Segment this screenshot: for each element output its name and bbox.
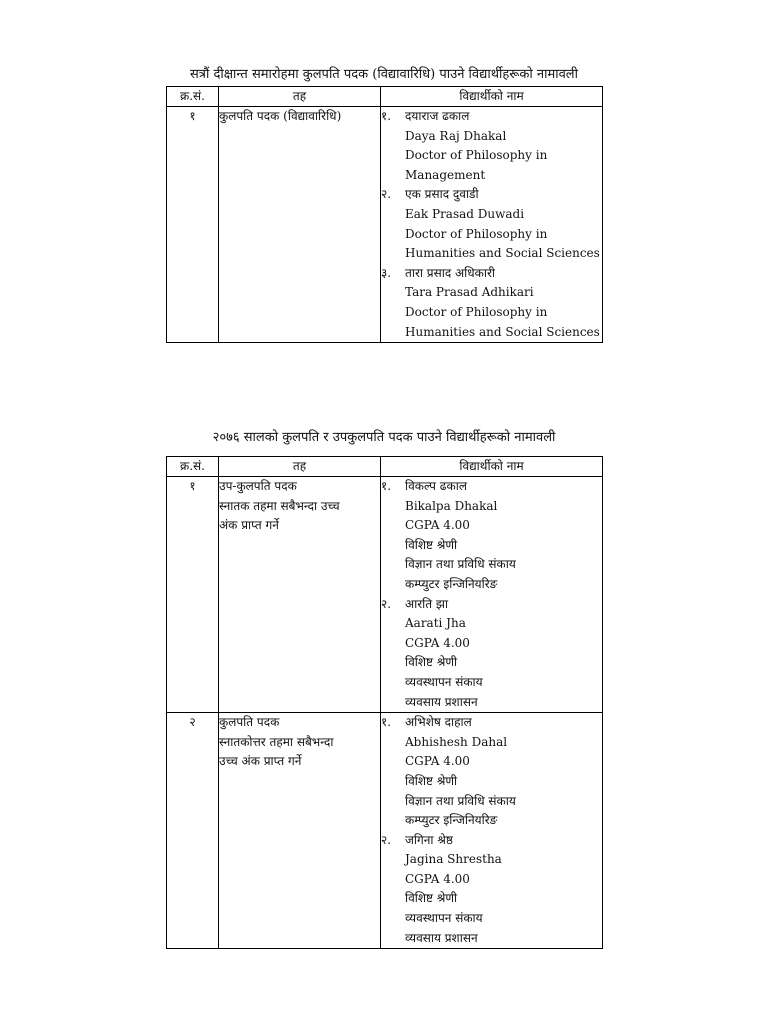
student-detail-line: कम्प्युटर इन्जिनियरिङ [405, 576, 498, 591]
student-detail-line: Humanities and Social Sciences [405, 324, 600, 339]
student-detail-line: CGPA 4.00 [405, 871, 470, 886]
student-entry [381, 107, 602, 185]
medal-level-line: उच्च अंक प्राप्त गर्ने [219, 754, 302, 769]
student-detail-line: Daya Raj Dhakal [405, 128, 507, 143]
student-detail-line: व्यवस्थापन संकाय [405, 911, 483, 926]
student-number: २. [381, 596, 392, 611]
student-number: २. [381, 187, 392, 202]
header-serial-no: क्र.सं. [167, 87, 219, 107]
student-number: १. [381, 479, 392, 493]
table-header-row [167, 87, 603, 107]
student-detail-line: तारा प्रसाद अधिकारी [405, 265, 496, 280]
medal-level-cell [219, 713, 381, 949]
student-entry [381, 595, 602, 713]
medal-level-cell [219, 107, 381, 343]
student-detail-line: Management [405, 167, 486, 182]
student-detail-line: Eak Prasad Duwadi [405, 206, 525, 221]
student-list-cell [381, 477, 603, 713]
student-number: २. [381, 832, 392, 847]
student-detail-line: दयाराज ढकाल [405, 109, 470, 123]
student-detail-line: विशिष्ट श्रेणी [405, 537, 458, 552]
student-number: १. [381, 715, 392, 730]
student-detail-line: कम्प्युटर इन्जिनियरिङ [405, 813, 498, 828]
student-detail-line: Doctor of Philosophy in [405, 226, 548, 241]
medal-table-phd [166, 86, 603, 343]
student-detail-line: आरति झा [405, 596, 449, 611]
student-number: १. [381, 109, 392, 123]
medal-level-line: स्नातकोत्तर तहमा सबैभन्दा [219, 734, 334, 749]
student-list-cell [381, 713, 603, 949]
section2-title: २०७६ सालको कुलपति र उपकुलपति पदक पाउने विद्यार्थीहरूको नामावली [212, 430, 556, 445]
table-header-row [167, 457, 603, 477]
header-student-name: विद्यार्थीको नाम [381, 457, 603, 477]
student-detail-line: व्यवसाय प्रशासन [405, 930, 478, 945]
student-detail-line: विशिष्ट श्रेणी [405, 655, 458, 670]
student-detail-line: एक प्रसाद दुवाडी [405, 187, 479, 202]
serial-number-cell: २ [167, 713, 219, 949]
student-detail-line: Tara Prasad Adhikari [405, 285, 534, 300]
serial-number-cell: १ [167, 477, 219, 713]
student-detail-line: विशिष्ट श्रेणी [405, 773, 458, 788]
header-serial-no: क्र.सं. [167, 457, 219, 477]
student-detail-line: व्यवसाय प्रशासन [405, 694, 478, 709]
medal-level-cell [219, 477, 381, 713]
student-detail-line: Abhishesh Dahal [405, 734, 508, 749]
student-detail-line: अभिशेष दाहाल [405, 715, 472, 730]
student-detail-line: Bikalpa Dhakal [405, 498, 498, 513]
student-entry [381, 185, 602, 263]
table-row [167, 713, 603, 949]
medal-level-line: कुलपति पदक [219, 715, 280, 730]
medal-table-2076 [166, 456, 603, 949]
student-detail-line: Aarati Jha [405, 616, 466, 631]
header-level: तह [219, 87, 381, 107]
medal-level-line: कुलपति पदक (विद्यावारिधि) [219, 109, 342, 123]
student-entry [381, 477, 602, 595]
header-level: तह [219, 457, 381, 477]
student-detail-line: विशिष्ट श्रेणी [405, 891, 458, 906]
student-detail-line: व्यवस्थापन संकाय [405, 674, 483, 689]
header-student-name: विद्यार्थीको नाम [381, 87, 603, 107]
student-entry [381, 831, 602, 949]
student-detail-line: Humanities and Social Sciences [405, 246, 600, 261]
student-detail-line: CGPA 4.00 [405, 518, 470, 533]
student-detail-line: CGPA 4.00 [405, 754, 470, 769]
medal-level-line: अंक प्राप्त गर्ने [219, 518, 279, 532]
student-detail-line: विज्ञान तथा प्रविधि संकाय [405, 793, 516, 808]
student-detail-line: Jagina Shrestha [405, 852, 502, 867]
student-detail-line: जगिना श्रेष्ठ [405, 832, 453, 847]
student-detail-line: विज्ञान तथा प्रविधि संकाय [405, 557, 516, 572]
medal-level-line: उप-कुलपति पदक [219, 479, 297, 493]
serial-number-cell: १ [167, 107, 219, 343]
student-detail-line: Doctor of Philosophy in [405, 304, 548, 319]
section1-title: सत्रौं दीक्षान्त समारोहमा कुलपति पदक (विद्यावारिधि) पाउने विद्यार्थीहरूको नामावली [190, 67, 578, 82]
table-row [167, 477, 603, 713]
student-entry [381, 264, 602, 342]
student-entry [381, 713, 602, 831]
student-detail-line: Doctor of Philosophy in [405, 148, 548, 163]
student-number: ३. [381, 265, 392, 280]
student-detail-line: CGPA 4.00 [405, 635, 470, 650]
table-row [167, 107, 603, 343]
medal-level-line: स्नातक तहमा सबैभन्दा उच्च [219, 498, 340, 513]
student-detail-line: विकल्प ढकाल [405, 479, 467, 493]
student-list-cell [381, 107, 603, 343]
